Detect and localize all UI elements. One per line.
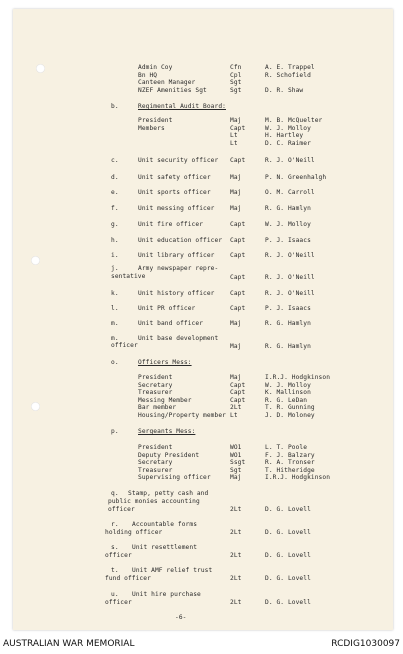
archive-footer <box>0 633 403 654</box>
appointment-label-line2: officer <box>105 552 132 559</box>
mess-member-row-label: President <box>138 374 173 381</box>
mess-member-row-name: R. G. LeDan <box>265 396 308 404</box>
appointment-item-label: Unit band officer <box>138 320 204 327</box>
board-member-row-label: Members <box>138 124 165 132</box>
appointment-item-rank: Capt <box>230 290 246 297</box>
section-title: Regimental Audit Board: <box>138 103 226 110</box>
appointment-name: D. G. Lovell <box>265 506 311 513</box>
appointment-name: D. G. Lovell <box>265 599 311 606</box>
board-member-row-name: W. J. Molloy <box>265 124 311 132</box>
mess-member-row-label: Housing/Property member <box>138 412 226 419</box>
appointment-rank: 2Lt <box>230 599 242 606</box>
board-member-row-name: M. B. McQuelter <box>265 117 323 124</box>
appointment-item-name: R. G. Hamlyn <box>265 205 311 212</box>
mess-member-row-rank: WO1 <box>230 451 242 459</box>
mess-member-row-rank: Capt <box>230 396 246 404</box>
appointment-name: D. G. Lovell <box>265 575 311 582</box>
appointment-label-line2: holding officer <box>105 529 163 536</box>
appointment-row-rank: Sgt <box>230 79 242 87</box>
appointment-item-letter: g. <box>111 221 119 228</box>
mess-member-row-name: J. D. Moloney <box>265 412 315 419</box>
mess-member-row-rank: Ssgt <box>230 459 246 467</box>
appointment-label-line1: Unit base development <box>138 335 219 342</box>
appointment-item-label: Unit PR officer <box>138 305 196 312</box>
mess-member-row-label: Secretary <box>138 459 173 467</box>
appointment-row-label: Canteen Manager <box>138 79 196 87</box>
appointment-label-line3: officer <box>108 506 135 513</box>
board-member-row-name: D. C. Raimer <box>265 139 311 147</box>
appointment-item-name: R. J. O'Neill <box>265 157 315 164</box>
appointment-label-line2: officer <box>105 599 132 606</box>
appointment-item-label: Unit safety officer <box>138 174 211 181</box>
appointment-rank: 2Lt <box>230 506 242 513</box>
appointment-item-name: R. J. O'Neill <box>265 290 315 297</box>
board-member-row-rank: Maj <box>230 117 242 124</box>
appointment-letter: j. <box>111 265 119 272</box>
page-number: -6- <box>175 614 187 621</box>
appointment-letter: u. <box>111 591 119 598</box>
appointment-item-letter: e. <box>111 189 119 196</box>
appointment-item-letter: i. <box>111 252 119 259</box>
mess-member-row-rank: Maj <box>230 374 242 381</box>
appointment-letter: t. <box>111 567 119 574</box>
board-member-row-name: H. Hartley <box>265 132 304 140</box>
appointment-label-line1: Stamp, petty cash and <box>128 490 209 497</box>
footer-reference: RCDIG1030097 <box>331 639 400 649</box>
mess-member-row-name: F. J. Balzary <box>265 451 315 459</box>
appointment-rank: 2Lt <box>230 552 242 559</box>
appointment-item-label: Unit history officer <box>138 290 215 297</box>
appointment-name: R. J. O'Neill <box>265 274 315 281</box>
appointment-label-line1: Unit AMF relief trust <box>132 567 213 574</box>
appointment-row-name: R. Schofield <box>265 71 311 79</box>
section-letter: p. <box>111 428 119 435</box>
appointment-item-letter: h. <box>111 237 119 244</box>
mess-member-row-rank: 2Lt <box>230 404 242 412</box>
appointment-letter: r. <box>111 521 119 528</box>
appointment-item-name: W. J. Molloy <box>265 221 311 228</box>
mess-member-row-name: R. A. Tronser <box>265 459 315 467</box>
appointment-rank: 2Lt <box>230 529 242 536</box>
appointment-label-line1: Army newspaper repre- <box>138 265 219 272</box>
mess-member-row-name: L. T. Poole <box>265 444 308 451</box>
appointment-label-line2: sentative <box>111 273 146 280</box>
appointment-item-name: P. J. Isaacs <box>265 305 311 312</box>
board-member-row-rank: Lt <box>230 139 238 147</box>
mess-member-row-name: I.R.J. Hodgkinson <box>265 474 331 482</box>
mess-member-row-label: Secretary <box>138 381 173 389</box>
mess-member-row-rank: WO1 <box>230 444 242 451</box>
mess-member-row-name: T. R. Gunning <box>265 404 315 412</box>
appointment-name: D. G. Lovell <box>265 552 311 559</box>
mess-member-row-label: Bar member <box>138 404 177 412</box>
appointment-row-label: Admin Coy <box>138 64 173 71</box>
mess-member-row-label: Treasurer <box>138 389 173 397</box>
appointment-row-rank: Sgt <box>230 86 242 94</box>
mess-member-row-name: T. Hitheridge <box>265 466 315 474</box>
appointment-item-label: Unit education officer <box>138 237 223 244</box>
appointment-item-label: Unit library officer <box>138 252 215 259</box>
appointment-label-line2: officer <box>111 342 138 349</box>
board-member-row-rank: Lt <box>230 132 238 140</box>
appointment-item-label: Unit fire officer <box>138 221 204 228</box>
mess-member-row-rank: Maj <box>230 474 242 482</box>
appointment-rank: 2Lt <box>230 575 242 582</box>
appointment-label-line1: Unit resettlement <box>132 544 198 551</box>
appointment-item-label: Unit messing officer <box>138 205 215 212</box>
board-member-row-label: President <box>138 117 173 124</box>
appointment-item-rank: Maj <box>230 174 242 181</box>
section-title: Sergeants Mess: <box>138 428 196 435</box>
appointment-row-rank: Cpl <box>230 71 242 79</box>
mess-member-row-rank: Sgt <box>230 466 242 474</box>
appointment-row-label: Bn HQ <box>138 71 158 79</box>
appointment-label-line1: Accountable forms <box>132 521 198 528</box>
appointment-item-label: Unit security officer <box>138 157 219 164</box>
appointment-letter: s. <box>111 544 119 551</box>
mess-member-row-name: K. Mallinson <box>265 389 311 397</box>
appointment-item-rank: Capt <box>230 237 246 244</box>
appointment-rank: Capt <box>230 274 246 281</box>
appointment-row-rank: Cfn <box>230 64 242 71</box>
mess-member-row-rank: Capt <box>230 381 246 389</box>
mess-member-row-label: Deputy President <box>138 451 200 459</box>
section-letter: o. <box>111 359 119 366</box>
appointment-item-name: R. G. Hamlyn <box>265 320 311 327</box>
mess-member-row-rank: Capt <box>230 389 246 397</box>
appointment-item-name: R. J. O'Neill <box>265 252 315 259</box>
appointment-item-name: O. M. Carroll <box>265 189 315 196</box>
appointment-item-rank: Maj <box>230 320 242 327</box>
mess-member-row-name: I.R.J. Hodgkinson <box>265 374 331 381</box>
appointment-item-letter: k. <box>111 290 119 297</box>
appointment-row-label: NZEF Amenities Sgt <box>138 86 207 94</box>
mess-member-row-rank: Lt <box>230 412 238 419</box>
appointment-item-letter: f. <box>111 205 119 212</box>
appointment-item-rank: Maj <box>230 189 242 196</box>
appointment-item-rank: Capt <box>230 252 246 259</box>
appointment-item-letter: l. <box>111 305 119 312</box>
appointment-item-letter: d. <box>111 174 119 181</box>
section-title: Officers Mess: <box>138 359 192 366</box>
appointment-letter: m. <box>111 335 119 342</box>
board-member-row-rank: Capt <box>230 124 246 132</box>
appointment-label-line2: fund officer <box>105 575 151 582</box>
appointment-rank: Maj <box>230 343 242 350</box>
appointment-item-letter: c. <box>111 157 119 164</box>
appointment-item-name: P. J. Isaacs <box>265 237 311 244</box>
appointment-row-name: D. R. Shaw <box>265 86 304 94</box>
appointment-name: D. G. Lovell <box>265 529 311 536</box>
appointment-label-line1: Unit hire purchase <box>132 591 201 598</box>
appointment-item-rank: Capt <box>230 305 246 312</box>
appointment-label-line2: public monies accounting <box>108 498 200 505</box>
appointment-row-name: A. E. Trappel <box>265 64 315 71</box>
appointment-item-rank: Capt <box>230 157 246 164</box>
appointment-item-rank: Maj <box>230 205 242 212</box>
appointment-letter: q. <box>111 490 119 497</box>
mess-member-row-label: Supervising officer <box>138 474 211 482</box>
section-letter: b. <box>111 103 119 110</box>
appointment-item-rank: Capt <box>230 221 246 228</box>
appointment-item-name: P. N. Greenhalgh <box>265 174 327 181</box>
appointment-name: R. G. Hamlyn <box>265 343 311 350</box>
footer-institution: AUSTRALIAN WAR MEMORIAL <box>3 639 135 649</box>
appointment-item-letter: m. <box>111 320 119 327</box>
mess-member-row-label: Treasurer <box>138 466 173 474</box>
appointment-item-label: Unit sports officer <box>138 189 211 196</box>
mess-member-row-name: W. J. Molloy <box>265 381 311 389</box>
mess-member-row-label: President <box>138 444 173 451</box>
mess-member-row-label: Messing Member <box>138 396 192 404</box>
